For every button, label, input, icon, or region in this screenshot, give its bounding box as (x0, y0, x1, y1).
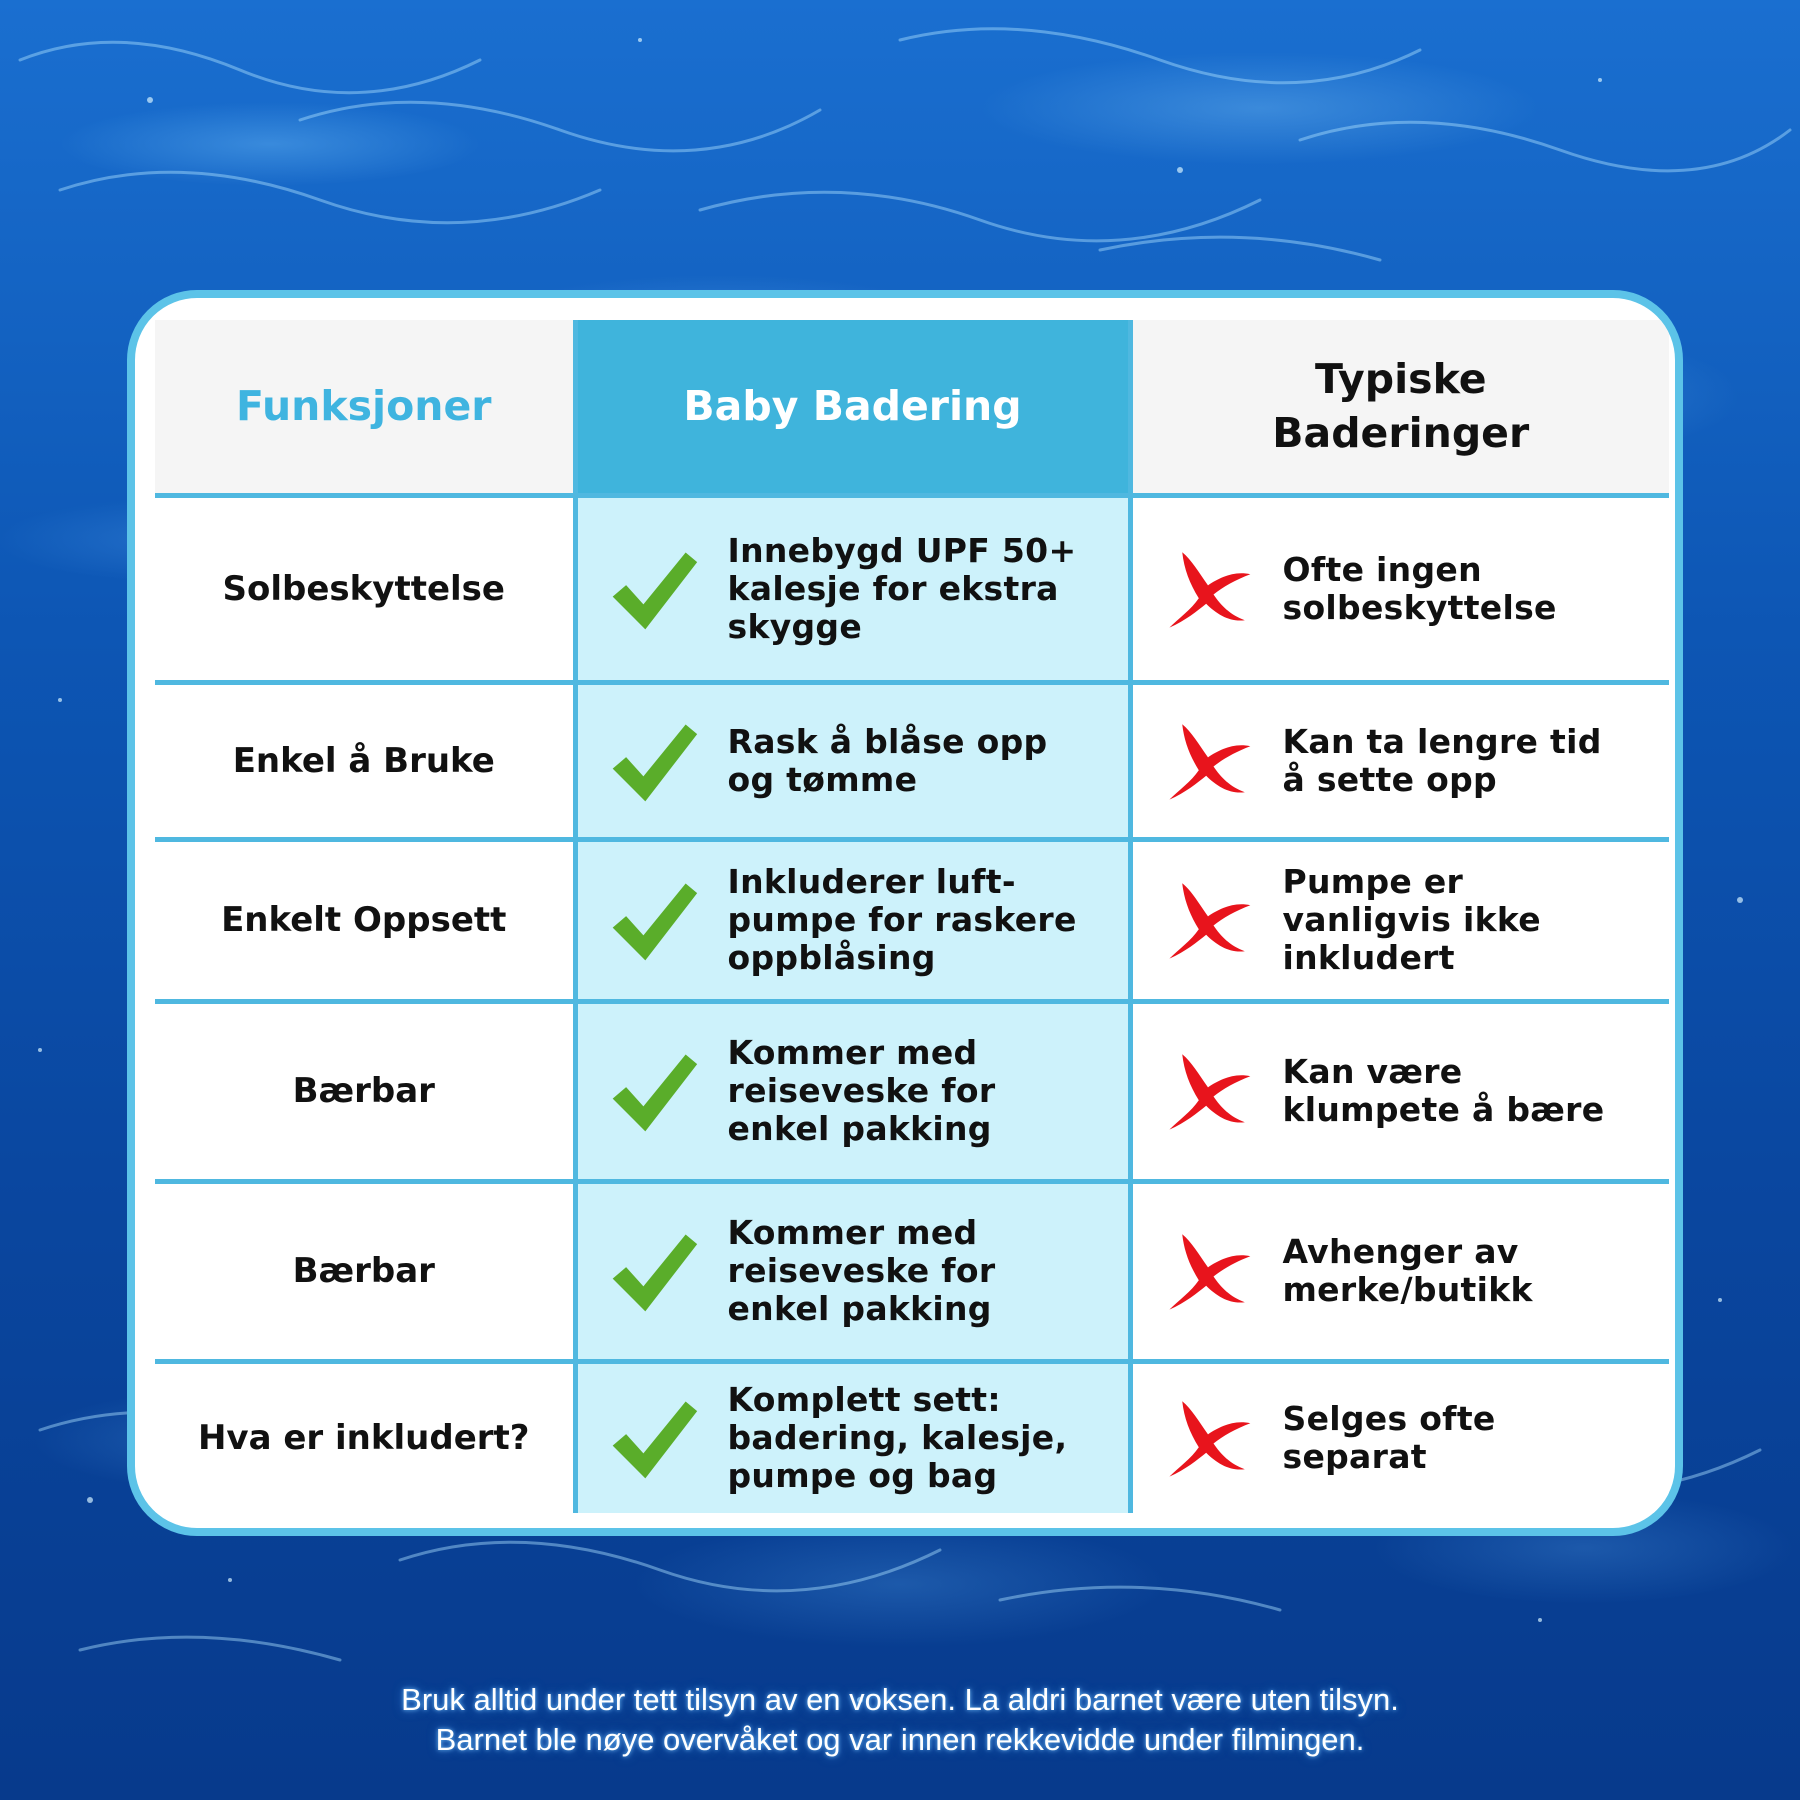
feature-label: Solbeskyttelse (222, 568, 505, 609)
typical-cell-content (1133, 715, 1670, 807)
typical-cell (1130, 682, 1669, 839)
feature-label: Bærbar (292, 1251, 435, 1291)
feature-cell (155, 1361, 575, 1513)
baby-badering-cell (575, 1181, 1130, 1361)
header-typiske-text: Typiske Baderinger (1272, 355, 1530, 458)
cross-icon (1133, 874, 1283, 966)
baby-badering-cell (575, 1001, 1130, 1181)
check-icon (578, 872, 728, 968)
header-features: Funksjoner (155, 320, 575, 495)
baby-cell-content (578, 1381, 1128, 1495)
header-baby-badering: Baby Badering (575, 320, 1130, 495)
cross-icon (1133, 715, 1283, 807)
typical-cell-content (1133, 1225, 1670, 1317)
check-icon (578, 713, 728, 809)
baby-description: Kommer med reiseveske for enkel pakking (727, 1213, 996, 1328)
typical-cell-content (1133, 543, 1670, 635)
feature-label: Bærbar (292, 1071, 435, 1111)
typical-cell (1130, 1361, 1669, 1513)
cross-icon (1133, 1045, 1283, 1137)
baby-cell-content (578, 863, 1128, 977)
table-row (155, 1181, 1669, 1361)
feature-cell (155, 839, 575, 1001)
typical-description: Kan være klumpete å bære (1282, 1052, 1605, 1129)
typical-cell (1130, 1181, 1669, 1361)
typical-description: Kan ta lengre tid å sette opp (1282, 721, 1602, 799)
table-row (155, 1361, 1669, 1513)
baby-cell-content (578, 532, 1128, 646)
header-typiske-baderinger (1130, 320, 1669, 495)
baby-badering-cell (575, 495, 1130, 682)
baby-description: Rask å blåse opp og tømme (727, 721, 1048, 799)
disclaimer-line-1: Bruk alltid under tett tilsyn av en voksen. La aldri barnet være uten tilsyn. (401, 1682, 1399, 1717)
baby-badering-cell (575, 682, 1130, 839)
typical-cell (1130, 1001, 1669, 1181)
typical-description: Selges ofte separat (1282, 1399, 1496, 1477)
baby-cell-content (578, 713, 1128, 809)
check-icon (578, 1223, 728, 1319)
comparison-table (155, 320, 1669, 1513)
feature-cell (155, 682, 575, 839)
typical-description: Avhenger av merke/butikk (1282, 1232, 1533, 1309)
baby-badering-cell (575, 839, 1130, 1001)
check-icon (578, 541, 728, 637)
typical-description: Pumpe er vanligvis ikke inkludert (1282, 862, 1541, 977)
feature-label: Enkel å Bruke (232, 740, 495, 781)
typical-cell-content (1133, 1392, 1670, 1484)
baby-cell-content (578, 1034, 1128, 1148)
table-row (155, 1001, 1669, 1181)
baby-badering-cell (575, 1361, 1130, 1513)
table-row (155, 495, 1669, 682)
table-row (155, 682, 1669, 839)
comparison-card (127, 290, 1683, 1536)
typical-cell-content (1133, 863, 1670, 977)
baby-description: Inkluderer luft-pumpe for raskere oppblåsing (727, 862, 1077, 977)
typical-description: Ofte ingen solbeskyttelse (1282, 549, 1557, 627)
feature-cell (155, 1001, 575, 1181)
typical-cell (1130, 495, 1669, 682)
baby-cell-content (578, 1214, 1128, 1328)
disclaimer-line-2: Barnet ble nøye overvåket og var innen rekkevidde under filmingen. (435, 1722, 1365, 1757)
header-row (155, 320, 1669, 495)
typical-cell-content (1133, 1045, 1670, 1137)
baby-description: Kommer med reiseveske for enkel pakking (727, 1033, 996, 1148)
feature-label: Hva er inkludert? (197, 1418, 530, 1459)
feature-label: Enkelt Oppsett (221, 900, 507, 940)
feature-cell (155, 1181, 575, 1361)
check-icon (578, 1390, 728, 1486)
cross-icon (1133, 1225, 1283, 1317)
disclaimer (0, 1680, 1800, 1760)
cross-icon (1133, 543, 1283, 635)
table-row (155, 839, 1669, 1001)
cross-icon (1133, 1392, 1283, 1484)
check-icon (578, 1043, 728, 1139)
feature-cell (155, 495, 575, 682)
typical-cell (1130, 839, 1669, 1001)
baby-description: Komplett sett: badering, kalesje, pumpe og bag (727, 1380, 1068, 1496)
baby-description: Innebygd UPF 50+ kalesje for ekstra skygge (727, 530, 1077, 646)
